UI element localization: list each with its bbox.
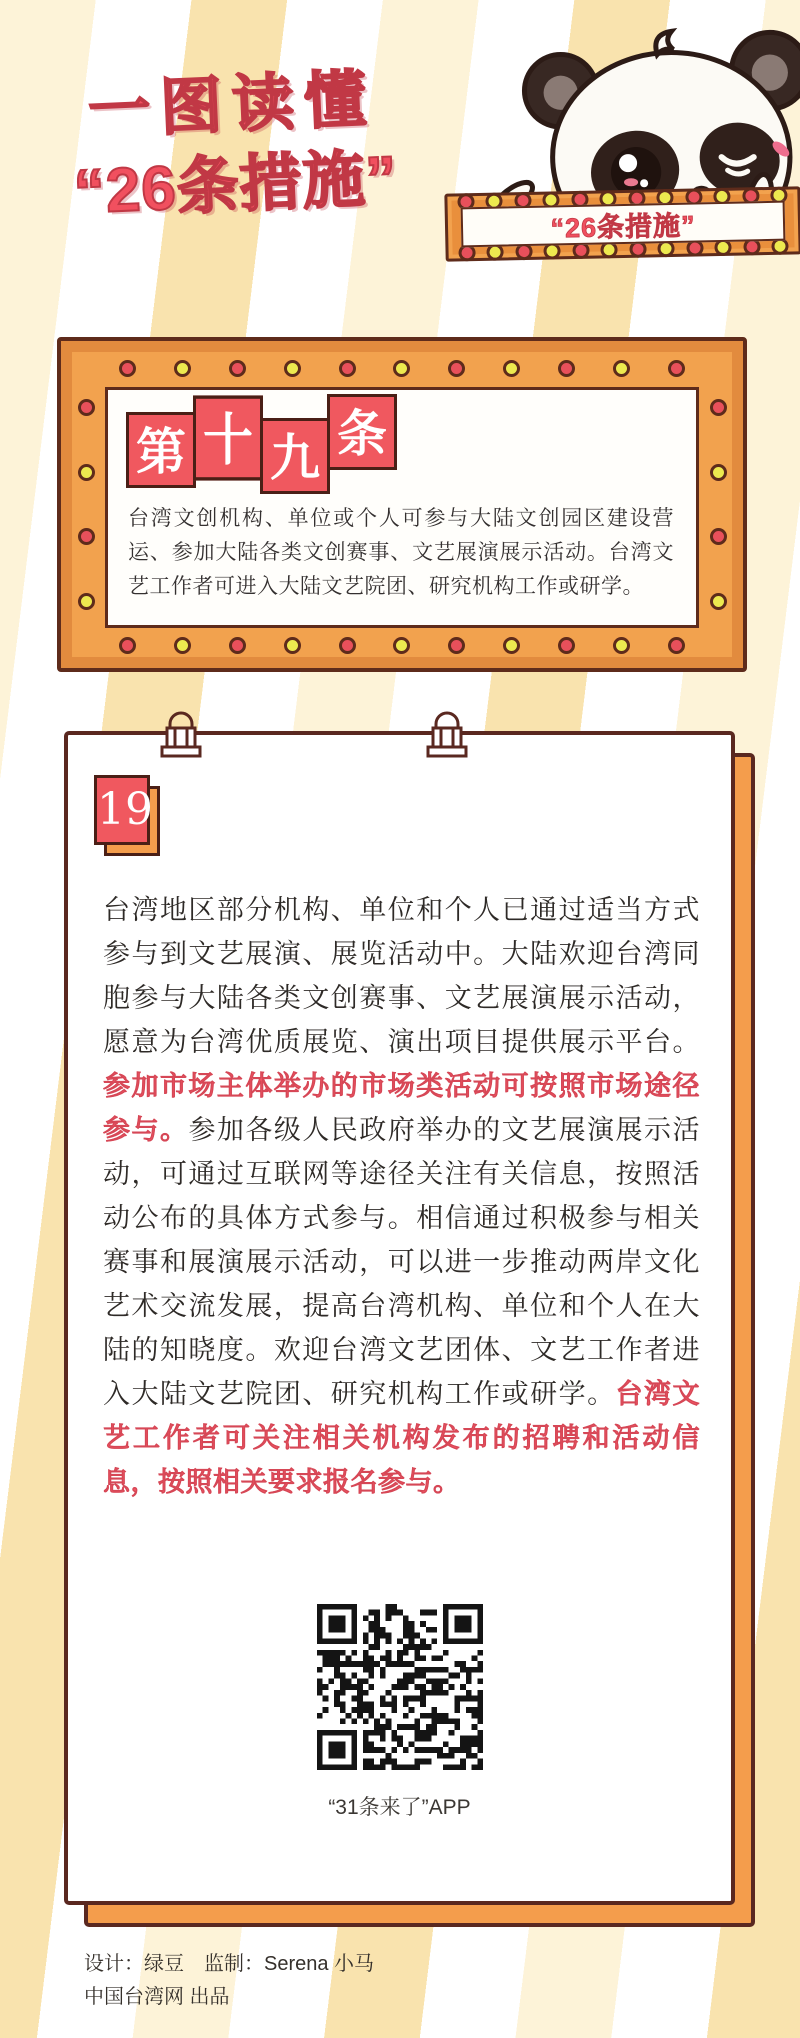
paragraph-run: 台湾文艺工作者可关注相关机构发布的招聘和活动信息，按照相关要求报名参与。	[103, 1379, 701, 1497]
hanger-clip-icon	[424, 704, 470, 758]
hanger-clip-icon	[158, 704, 204, 758]
article-tile: 九	[260, 418, 330, 494]
paragraph-run: 参加市场主体举办的市场类活动可按照市场途径参与。	[103, 1071, 700, 1145]
detail-paragraph	[103, 888, 700, 1504]
page-title	[5, 60, 463, 233]
marquee-lights	[709, 399, 727, 610]
credit-line-1: 设计：绿豆 监制：Serena 小马	[84, 1953, 375, 1975]
credit-line-2: 中国台湾网 出品	[84, 1986, 230, 2008]
marquee-lights	[119, 359, 685, 377]
qr-code	[317, 1604, 483, 1770]
article-tile: 十	[193, 395, 263, 480]
article-summary-text: 台湾文创机构、单位或个人可参与大陆文创园区建设营运、参加大陆各类文创赛事、文艺展演展示活动。台湾文艺工作者可进入大陆文艺院团、研究机构工作或研学。	[128, 507, 674, 598]
paragraph-run: 参加各级人民政府举办的文艺展演展示活动，可通过互联网等途径关注有关信息，按照活动公布的具体方式参与。相信通过积极参与相关赛事和展演展示活动，可以进一步推动两岸文化艺术交流发展，提高台湾机构、单位和个人在大陆的知晓度。欢迎台湾文艺团体、文艺工作者进入大陆文艺院团、研究机构工作或研学。	[103, 1115, 701, 1409]
mascot-sign-text: “26条措施”	[550, 209, 696, 244]
badge-number: 19	[94, 775, 150, 845]
credits	[84, 1948, 374, 2014]
mascot-sign-panel	[461, 201, 786, 248]
marquee-lights	[77, 399, 95, 610]
article-tile: 条	[327, 394, 397, 470]
title-line-2: “26条措施”	[72, 144, 400, 228]
title-line-1: 一图读懂	[86, 64, 378, 147]
article-number-tiles	[126, 404, 696, 486]
qr-section	[64, 1604, 735, 1821]
paragraph-run: 台湾地区部分机构、单位和个人已通过适当方式参与到文艺展演、展览活动中。大陆欢迎台湾同胞参与大陆各类文创赛事、文艺展演展示活动，愿意为台湾优质展览、演出项目提供展示平台。	[103, 895, 700, 1057]
article-board-panel	[105, 387, 699, 628]
marquee-lights	[119, 636, 685, 654]
mascot-sign	[444, 186, 800, 261]
qr-caption: “31条来了”APP	[328, 1796, 471, 1819]
article-board	[57, 337, 747, 672]
article-tile: 第	[126, 412, 196, 488]
article-number-badge	[94, 775, 164, 859]
